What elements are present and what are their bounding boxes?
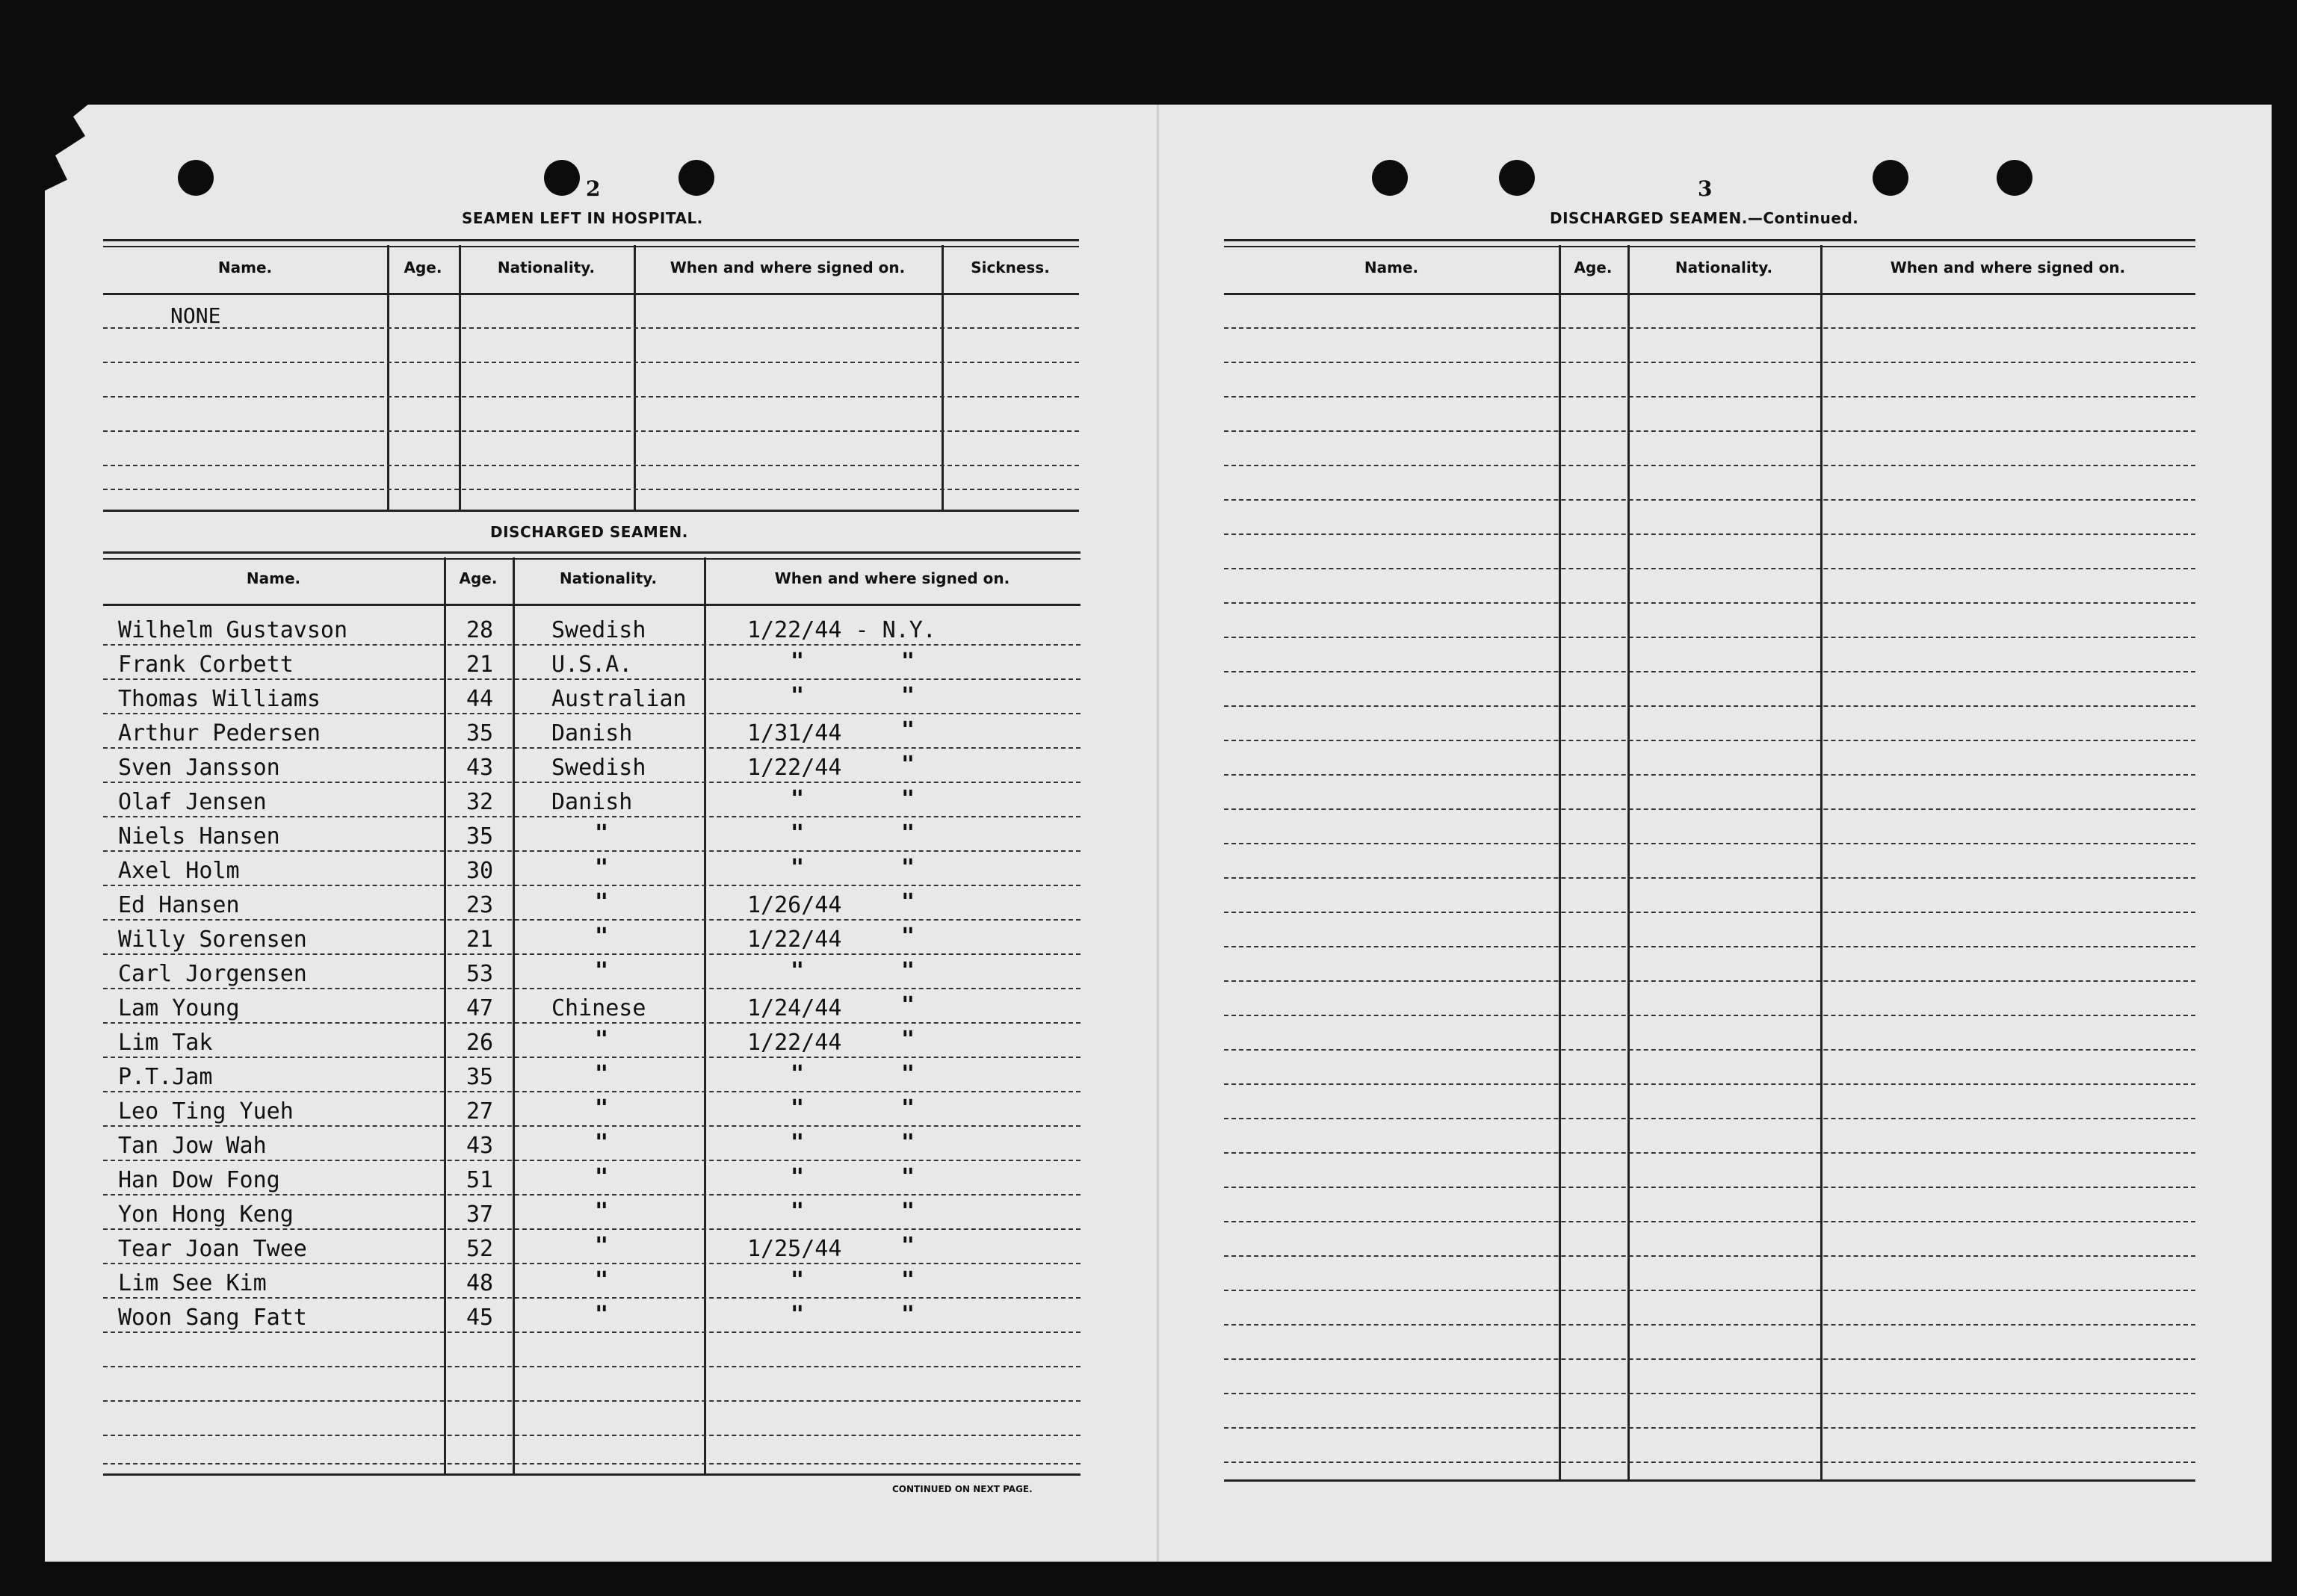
row-signed-on: 1/25/44 — [747, 1236, 842, 1262]
row-name: Frank Corbett — [118, 652, 294, 678]
row-name: Wilhelm Gustavson — [118, 617, 348, 643]
row-date-ditto: " — [791, 1061, 805, 1087]
row-age: 52 — [466, 1236, 494, 1262]
row-date-ditto: " — [791, 1095, 805, 1122]
row-name: Tan Jow Wah — [118, 1133, 267, 1159]
punch-hole — [544, 160, 580, 196]
row-age: 37 — [466, 1201, 494, 1228]
row-nationality-ditto: " — [595, 1198, 609, 1225]
row-place-ditto: " — [901, 1302, 915, 1328]
row-age: 35 — [466, 720, 494, 746]
page-number-right: 3 — [1698, 176, 1713, 201]
hospital-header-signed-on: When and where signed on. — [670, 259, 906, 276]
hospital-header-age: Age. — [404, 259, 442, 276]
row-date-ditto: " — [791, 1130, 805, 1156]
row-nationality: Swedish — [551, 755, 646, 781]
row-place-ditto: " — [901, 855, 915, 881]
row-name: Tear Joan Twee — [118, 1236, 307, 1262]
row-nationality: Danish — [551, 789, 633, 815]
row-date-ditto: " — [791, 1198, 805, 1225]
row-age: 30 — [466, 858, 494, 884]
row-place-ditto: " — [901, 820, 915, 847]
row-age: 26 — [466, 1030, 494, 1056]
continued-header-nationality: Nationality. — [1675, 259, 1773, 276]
punch-hole — [1873, 160, 1908, 196]
row-nationality-ditto: " — [595, 1164, 609, 1190]
row-nationality-ditto: " — [595, 889, 609, 915]
row-signed-on: 1/26/44 — [747, 892, 842, 918]
row-date-ditto: " — [791, 1164, 805, 1190]
row-name: Ed Hansen — [118, 892, 240, 918]
row-place-ditto: " — [901, 752, 915, 778]
row-age: 51 — [466, 1167, 494, 1193]
hospital-table — [103, 239, 1079, 512]
row-nationality-ditto: " — [595, 924, 609, 950]
row-age: 21 — [466, 652, 494, 678]
row-age: 48 — [466, 1270, 494, 1296]
row-name: Arthur Pedersen — [118, 720, 321, 746]
row-nationality: Australian — [551, 686, 687, 712]
row-age: 43 — [466, 1133, 494, 1159]
row-name: Niels Hansen — [118, 823, 280, 850]
hospital-header-sickness: Sickness. — [971, 259, 1050, 276]
row-name: Olaf Jensen — [118, 789, 267, 815]
row-nationality-ditto: " — [595, 1302, 609, 1328]
row-name: Axel Holm — [118, 858, 240, 884]
row-age: 32 — [466, 789, 494, 815]
row-age: 21 — [466, 927, 494, 953]
row-date-ditto: " — [791, 786, 805, 812]
discharged-header-name: Name. — [246, 569, 301, 587]
row-place-ditto: " — [901, 1095, 915, 1122]
row-nationality-ditto: " — [595, 1095, 609, 1122]
continued-header-signed-on: When and where signed on. — [1890, 259, 2126, 276]
row-place-ditto: " — [901, 683, 915, 709]
punch-hole — [678, 160, 714, 196]
row-signed-on: 1/24/44 — [747, 995, 842, 1021]
row-signed-on: 1/22/44 — [747, 755, 842, 781]
row-place-ditto: " — [901, 1130, 915, 1156]
row-name: Lam Young — [118, 995, 240, 1021]
row-place-ditto: " — [901, 992, 915, 1018]
row-signed-on: 1/22/44 - N.Y. — [747, 617, 936, 643]
row-nationality: U.S.A. — [551, 652, 633, 678]
row-date-ditto: " — [791, 1267, 805, 1293]
punch-hole — [178, 160, 214, 196]
row-date-ditto: " — [791, 958, 805, 984]
row-signed-on: 1/22/44 — [747, 927, 842, 953]
row-date-ditto: " — [791, 855, 805, 881]
discharged-continued-table — [1224, 239, 2195, 1482]
continued-note: CONTINUED ON NEXT PAGE. — [892, 1484, 1033, 1494]
hospital-section-title: SEAMEN LEFT IN HOSPITAL. — [462, 209, 703, 227]
row-age: 47 — [466, 995, 494, 1021]
row-nationality: Chinese — [551, 995, 646, 1021]
row-nationality: Swedish — [551, 617, 646, 643]
hospital-header-name: Name. — [217, 259, 273, 276]
row-place-ditto: " — [901, 649, 915, 675]
hospital-header-nationality: Nationality. — [497, 259, 596, 276]
row-name: Sven Jansson — [118, 755, 280, 781]
row-age: 44 — [466, 686, 494, 712]
row-place-ditto: " — [901, 786, 915, 812]
row-name: Carl Jorgensen — [118, 961, 307, 987]
row-age: 28 — [466, 617, 494, 643]
row-signed-on: 1/31/44 — [747, 720, 842, 746]
row-age: 53 — [466, 961, 494, 987]
row-age: 35 — [466, 823, 494, 850]
hospital-entry: NONE — [170, 303, 221, 328]
row-age: 27 — [466, 1098, 494, 1125]
punch-hole — [1997, 160, 2032, 196]
punch-hole — [1372, 160, 1408, 196]
row-nationality-ditto: " — [595, 958, 609, 984]
row-name: Yon Hong Keng — [118, 1201, 294, 1228]
row-name: P.T.Jam — [118, 1064, 213, 1090]
page-fold — [1157, 105, 1159, 1562]
row-name: Lim Tak — [118, 1030, 213, 1056]
continued-header-age: Age. — [1574, 259, 1613, 276]
row-nationality-ditto: " — [595, 1027, 609, 1053]
row-date-ditto: " — [791, 683, 805, 709]
row-place-ditto: " — [901, 1027, 915, 1053]
row-age: 45 — [466, 1305, 494, 1331]
row-name: Lim See Kim — [118, 1270, 267, 1296]
row-date-ditto: " — [791, 820, 805, 847]
row-date-ditto: " — [791, 1302, 805, 1328]
page-number-left: 2 — [586, 176, 601, 201]
row-nationality-ditto: " — [595, 1233, 609, 1259]
continued-section-title: DISCHARGED SEAMEN.—Continued. — [1550, 209, 1859, 227]
row-place-ditto: " — [901, 889, 915, 915]
row-nationality-ditto: " — [595, 1130, 609, 1156]
row-name: Willy Sorensen — [118, 927, 307, 953]
row-place-ditto: " — [901, 1198, 915, 1225]
row-name: Leo Ting Yueh — [118, 1098, 294, 1125]
row-age: 35 — [466, 1064, 494, 1090]
row-nationality: Danish — [551, 720, 633, 746]
discharged-header-age: Age. — [459, 569, 498, 587]
row-nationality-ditto: " — [595, 855, 609, 881]
row-signed-on: 1/22/44 — [747, 1030, 842, 1056]
continued-header-name: Name. — [1364, 259, 1419, 276]
punch-hole — [1499, 160, 1535, 196]
row-name: Han Dow Fong — [118, 1167, 280, 1193]
row-place-ditto: " — [901, 924, 915, 950]
row-nationality-ditto: " — [595, 1061, 609, 1087]
row-nationality-ditto: " — [595, 1267, 609, 1293]
row-place-ditto: " — [901, 717, 915, 743]
row-age: 23 — [466, 892, 494, 918]
row-name: Thomas Williams — [118, 686, 321, 712]
row-date-ditto: " — [791, 649, 805, 675]
row-place-ditto: " — [901, 1233, 915, 1259]
row-place-ditto: " — [901, 1061, 915, 1087]
row-name: Woon Sang Fatt — [118, 1305, 307, 1331]
row-place-ditto: " — [901, 1164, 915, 1190]
row-place-ditto: " — [901, 958, 915, 984]
discharged-header-signed-on: When and where signed on. — [774, 569, 1010, 587]
discharged-header-nationality: Nationality. — [559, 569, 658, 587]
row-age: 43 — [466, 755, 494, 781]
discharged-section-title: DISCHARGED SEAMEN. — [490, 523, 688, 541]
row-place-ditto: " — [901, 1267, 915, 1293]
row-nationality-ditto: " — [595, 820, 609, 847]
